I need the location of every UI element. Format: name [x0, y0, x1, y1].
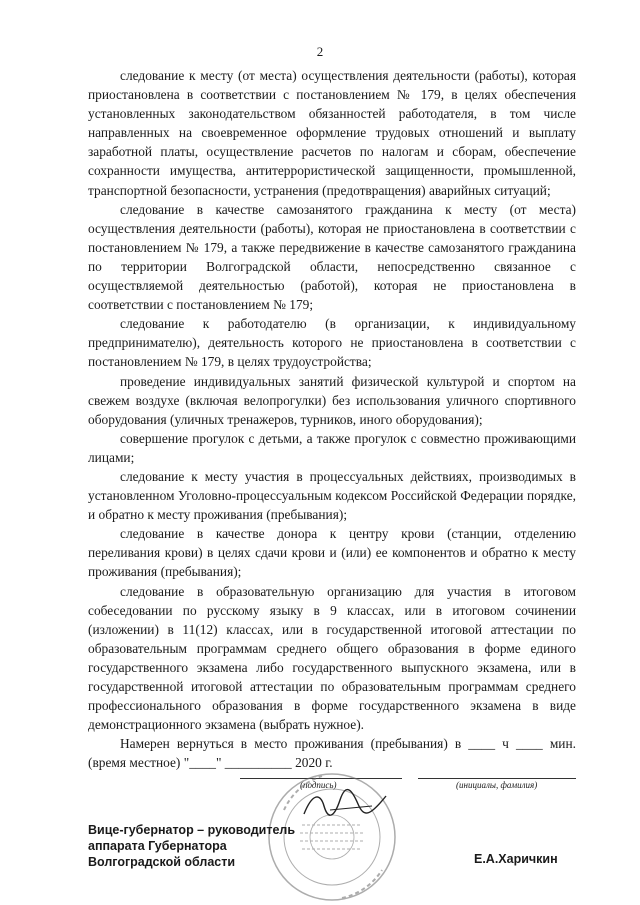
paragraph: совершение прогулок с детьми, а также прогулок с совместно проживающими лицами; — [88, 430, 576, 465]
page-number: 2 — [316, 44, 324, 59]
signer-name: Е.А.Харичкин — [474, 852, 558, 866]
signer-title — [88, 822, 295, 870]
signature-caption: (подпись) — [300, 780, 337, 790]
signer-title-line: аппарата Губернатора — [88, 839, 227, 853]
paragraph: проведение индивидуальных занятий физической культурой и спортом на свежем воздухе (включая велопрогулки) без использования уличного спортивного оборудования (уличных тренажеров, турников, иного оборудования); — [88, 373, 576, 427]
paragraph: следование в образовательную организацию для участия в итоговом собеседовании по русскому языку в 9 классах, или в итоговом сочинении (изложении) в 11(12) классах, или в государственной итоговой аттестации по образовательным программам среднего общего образования в форме единого государственного экзамена либо государственного выпускного экзамена, или в государственной итоговой аттестации по образовательным программам среднего профессионального образования в форме государственного экзамена в виде демонстрационного экзамена (выбрать нужное). — [88, 583, 576, 733]
signer-title-line: Волгоградской области — [88, 855, 236, 869]
paragraph: следование в качестве самозанятого гражданина к месту (от места) осуществления деятельности (работы), которая не приостановлена в соответствии с постановлением № 179, а также передвижение в качестве самозанятого гражданина по территории Волгоградской области, непосредственно связанное с осуществляемой деятельностью (работой), которая не приостановлена в соответствии с постановлением № 179; — [88, 201, 576, 313]
paragraph: следование к месту (от места) осуществления деятельности (работы), которая приостановлена в соответствии с постановлением № 179, в целях обеспечения установленных законодательством обязанностей работодателя, в том числе направленных на своевременное оформление трудовых отношений и выплату заработной платы, осуществление расчетов по налогам и сборам, обеспечение сохранности имущества, антитеррористической защищенности, промышленной, транспортной безопасности, устранения (предотвращения) аварийных ситуаций; — [88, 68, 576, 198]
paragraph: следование к месту участия в процессуальных действиях, производимых в установленном Уголовно-процессуальным кодексом Российской Федерации порядке, и обратно к месту проживания (пребывания); — [88, 468, 576, 523]
document-body — [88, 66, 576, 772]
paragraph: следование в качестве донора к центру крови (станции, отделению переливания крови) в целях сдачи крови и (или) ее компонентов и обратно к месту проживания (пребывания); — [88, 526, 576, 580]
return-time-paragraph: Намерен вернуться в место проживания (пребывания) в ____ ч ____ мин. (время местное) "____" __________ 2020 г. — [88, 736, 576, 771]
paragraph: следование к работодателю (в организации, к индивидуальному предпринимателю), деятельность которого не приостановлена в соответствии с постановлением № 179, в целях трудоустройства; — [88, 316, 576, 370]
name-caption: (инициалы, фамилия) — [456, 780, 538, 790]
signer-title-line: Вице-губернатор – руководитель — [88, 823, 296, 837]
name-line — [418, 778, 576, 779]
handwritten-signature — [300, 784, 390, 824]
